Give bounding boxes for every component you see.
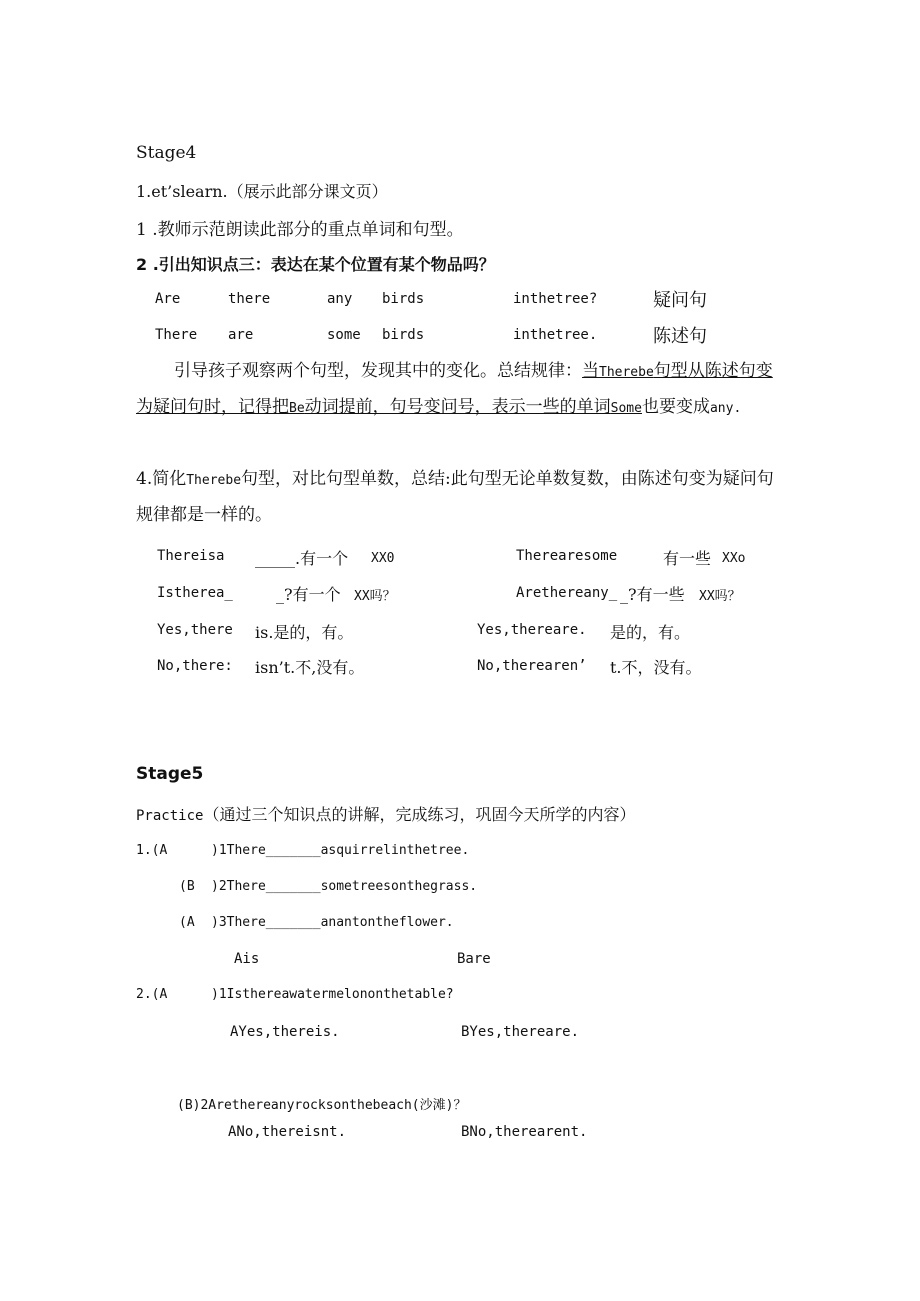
grid-r3-c1: Yes,there [157, 622, 233, 638]
q1-item2-text: )2There_______sometreesonthegrass. [211, 879, 478, 894]
q2-option-a: AYes,thereis. [230, 1024, 340, 1040]
question-word-1: Are [155, 291, 181, 307]
grid-r2-c4: Arethereany_ [516, 585, 618, 601]
q3-option-a: ANo,thereisnt. [228, 1124, 347, 1140]
statement-word-1: There [155, 327, 198, 343]
practice-description: （通过三个知识点的讲解，完成练习，巩固今天所学的内容） [203, 805, 636, 824]
stage4-line3: 2 .引出知识点三：表达在某个位置有某个物品吗？ [136, 255, 495, 274]
stage5-title: Stage5 [136, 764, 204, 784]
practice-line [136, 802, 635, 825]
question-type-label: 疑问句 [653, 290, 707, 311]
summary-paragraph [136, 354, 786, 426]
q1-item2-prefix: (B [179, 879, 195, 894]
question-word-2: there [228, 291, 271, 307]
stage4-title: Stage4 [136, 143, 197, 163]
statement-word-4: birds [382, 327, 425, 343]
statement-word-2: are [228, 327, 254, 343]
grid-r3-c5: 是的，有。 [610, 623, 691, 642]
grid-r2-c3: XX吗？ [354, 589, 396, 604]
grid-r1-c1: Thereisa [157, 548, 225, 564]
grid-r4-c5: t.不，没有。 [610, 658, 702, 677]
grid-r1-c5: 有一些 [663, 549, 712, 568]
q1-option-b: Bare [457, 951, 491, 967]
grid-r2-c1: Istherea_ [157, 585, 233, 601]
q2-prefix: 2.(A [136, 987, 168, 1002]
stage4-line2: 1 .教师示范朗读此部分的重点单词和句型。 [136, 220, 464, 240]
point4-b: Therebe [186, 473, 242, 488]
summary-rule-d: Be [289, 401, 305, 416]
summary-rule-c: 句型从陈述句变为疑问句时，记得把 [136, 361, 773, 417]
question-word-4: birds [382, 291, 425, 307]
statement-type-label: 陈述句 [653, 326, 707, 347]
point4-a: 4.简化 [136, 469, 187, 489]
q2-option-b: BYes,thereare. [461, 1024, 580, 1040]
grid-r2-c6: XX吗？ [699, 589, 741, 604]
grid-r1-c4: Therearesome [516, 548, 618, 564]
point4-c: 句型，对比句型单数，总结:此句型无论单数复数，由陈述句变为疑问句规律都是一样的。 [136, 469, 774, 525]
grid-r3-c4: Yes,thereare. [477, 622, 587, 638]
point4-paragraph [136, 462, 786, 533]
stage4-line1: 1.et’slearn.（展示此部分课文页） [136, 182, 388, 201]
q2-text: )1Isthereawatermelononthetable? [211, 987, 454, 1002]
statement-word-5: inthetree. [513, 327, 598, 343]
grid-r4-c1: No,there: [157, 658, 233, 674]
practice-label: Practice [136, 808, 204, 824]
summary-intro: 引导孩子观察两个句型，发现其中的变化。总结规律： [174, 361, 582, 381]
summary-rule-g: 也要变成 [641, 397, 710, 417]
q1-item3-prefix: (A [179, 915, 195, 930]
summary-rule-f: Some [610, 401, 642, 416]
question-word-3: any [327, 291, 353, 307]
grid-r1-c2: _____.有一个 [255, 549, 349, 568]
summary-rule-b: Therebe [599, 365, 654, 380]
q3-text: (B)2Arethereanyrocksonthebeach(沙滩)？ [177, 1098, 467, 1113]
q1-item1-prefix: 1.(A [136, 843, 168, 858]
grid-r1-c6: XXo [722, 551, 746, 566]
grid-r2-c5: _?有一些 [620, 585, 685, 604]
grid-r4-c2: isn’t.不,没有。 [255, 658, 365, 677]
summary-rule-h: any. [709, 401, 742, 416]
question-word-5: inthetree? [513, 291, 598, 307]
summary-rule-a: 当 [582, 361, 599, 381]
grid-r2-c2: _?有一个 [276, 585, 341, 604]
summary-rule-e: 动词提前，句号变问号，表示一些的单词 [304, 397, 611, 417]
q1-item3-text: )3There_______anantontheflower. [211, 915, 454, 930]
statement-word-3: some [327, 327, 361, 343]
q3-option-b: BNo,therearent. [461, 1124, 588, 1140]
q1-option-a: Ais [234, 951, 260, 967]
grid-r1-c3: XX0 [371, 551, 395, 566]
grid-r3-c2: is.是的，有。 [255, 623, 354, 642]
grid-r4-c4: No,therearen’ [477, 658, 587, 674]
q1-item1-text: )1There_______asquirrelinthetree. [211, 843, 470, 858]
